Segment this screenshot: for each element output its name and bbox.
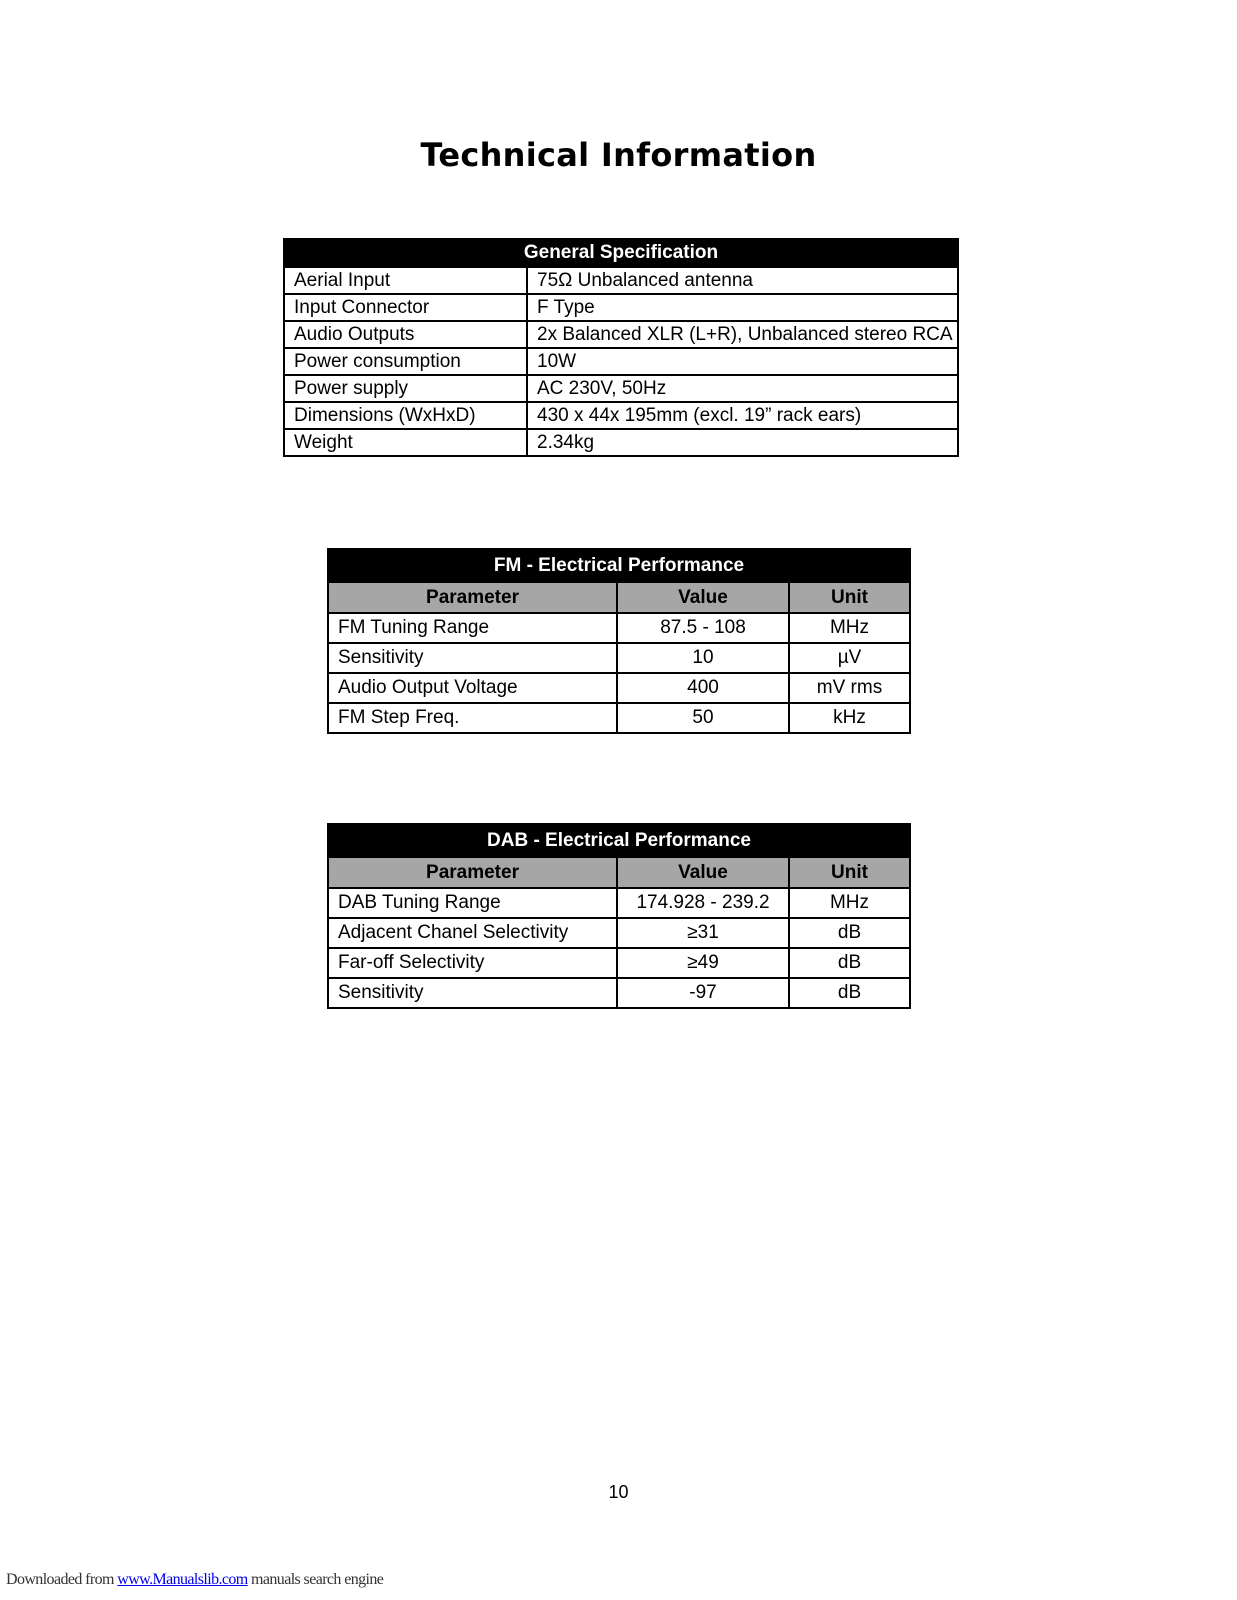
dab-performance-table (327, 823, 911, 1009)
spec-value: 430 x 44x 195mm (excl. 19” rack ears) (527, 402, 958, 429)
unit-cell: MHz (789, 888, 910, 918)
value-cell: 87.5 - 108 (617, 613, 789, 643)
table-header: FM - Electrical Performance (328, 549, 910, 582)
column-header-parameter: Parameter (328, 857, 617, 888)
table-row (284, 402, 958, 429)
parameter-cell: Sensitivity (328, 643, 617, 673)
unit-cell: dB (789, 978, 910, 1008)
column-header-unit: Unit (789, 857, 910, 888)
table-row (328, 613, 910, 643)
general-specification-table (283, 238, 959, 457)
table-row (284, 294, 958, 321)
table-row (328, 888, 910, 918)
parameter-cell: Far-off Selectivity (328, 948, 617, 978)
unit-cell: mV rms (789, 673, 910, 703)
footer-prefix: Downloaded from (6, 1571, 118, 1588)
unit-cell: MHz (789, 613, 910, 643)
spec-value: AC 230V, 50Hz (527, 375, 958, 402)
spec-label: Dimensions (WxHxD) (284, 402, 527, 429)
value-cell: ≥49 (617, 948, 789, 978)
table-row (328, 703, 910, 733)
table-row (284, 321, 958, 348)
table-row (284, 429, 958, 456)
unit-cell: µV (789, 643, 910, 673)
spec-value: F Type (527, 294, 958, 321)
spec-label: Aerial Input (284, 267, 527, 294)
spec-value: 75Ω Unbalanced antenna (527, 267, 958, 294)
column-header-parameter: Parameter (328, 582, 617, 613)
value-cell: 50 (617, 703, 789, 733)
table-row (328, 948, 910, 978)
parameter-cell: FM Step Freq. (328, 703, 617, 733)
column-header-value: Value (617, 857, 789, 888)
table-row (328, 918, 910, 948)
column-header-unit: Unit (789, 582, 910, 613)
spec-label: Power consumption (284, 348, 527, 375)
table-row (328, 643, 910, 673)
column-header-value: Value (617, 582, 789, 613)
parameter-cell: FM Tuning Range (328, 613, 617, 643)
parameter-cell: Sensitivity (328, 978, 617, 1008)
spec-value: 2x Balanced XLR (L+R), Unbalanced stereo RCA (527, 321, 958, 348)
spec-label: Weight (284, 429, 527, 456)
footer-suffix: manuals search engine (247, 1571, 384, 1588)
spec-label: Audio Outputs (284, 321, 527, 348)
parameter-cell: Adjacent Chanel Selectivity (328, 918, 617, 948)
manualslib-link[interactable]: www.Manualslib.com (117, 1571, 248, 1588)
parameter-cell: Audio Output Voltage (328, 673, 617, 703)
spec-label: Input Connector (284, 294, 527, 321)
value-cell: -97 (617, 978, 789, 1008)
parameter-cell: DAB Tuning Range (328, 888, 617, 918)
spec-label: Power supply (284, 375, 527, 402)
table-row (284, 375, 958, 402)
spec-value: 2.34kg (527, 429, 958, 456)
value-cell: 174.928 - 239.2 (617, 888, 789, 918)
table-row (328, 978, 910, 1008)
value-cell: ≥31 (617, 918, 789, 948)
download-footer (6, 1571, 383, 1589)
unit-cell: dB (789, 918, 910, 948)
unit-cell: dB (789, 948, 910, 978)
table-row (328, 673, 910, 703)
unit-cell: kHz (789, 703, 910, 733)
spec-value: 10W (527, 348, 958, 375)
fm-performance-table (327, 548, 911, 734)
page-number: 10 (608, 1482, 629, 1502)
page-title: Technical Information (420, 136, 817, 174)
table-row (284, 348, 958, 375)
value-cell: 400 (617, 673, 789, 703)
table-row (284, 267, 958, 294)
table-header: General Specification (284, 239, 958, 267)
table-header: DAB - Electrical Performance (328, 824, 910, 857)
value-cell: 10 (617, 643, 789, 673)
